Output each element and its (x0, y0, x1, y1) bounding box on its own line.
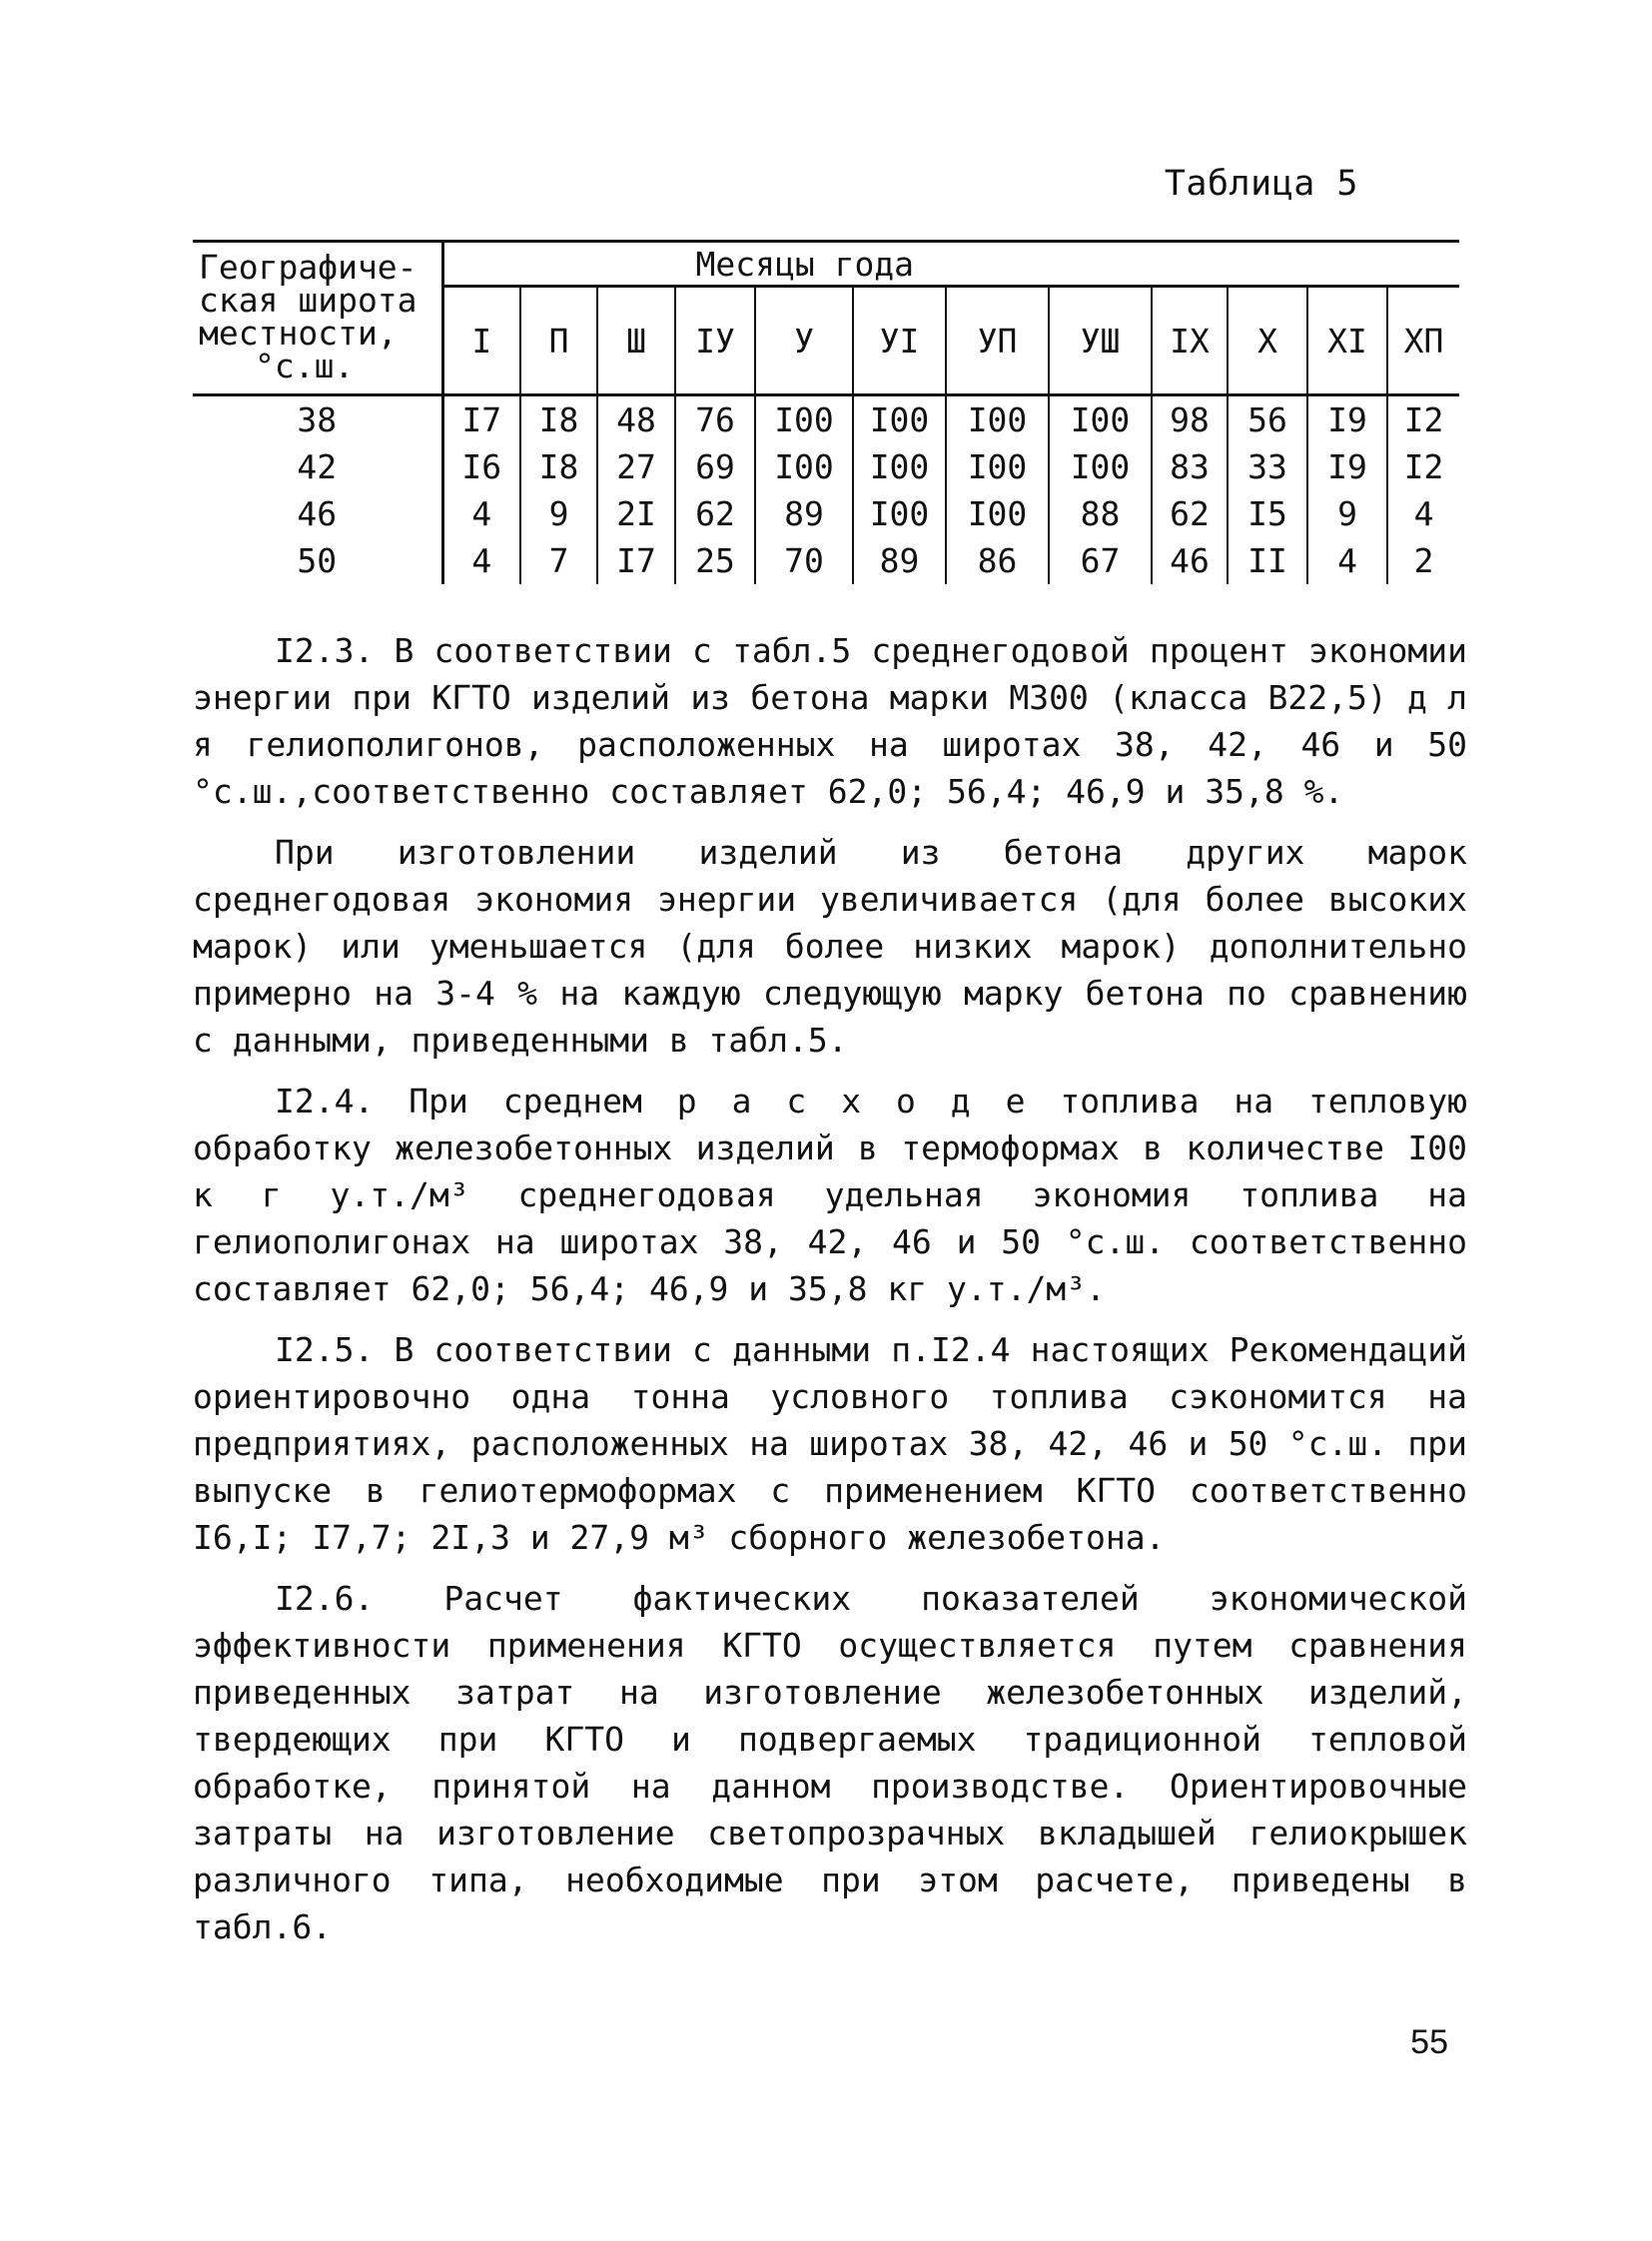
month-header: У (755, 287, 853, 395)
paragraph-12-3-continued: При изготовлении изделий из бетона других марок среднегодовая экономия энергии увеличивается (для более высоких марок) или уменьшается (для более низких марок) дополнительно примерно на 3-4 % на каждую следующую марку бетона по сравнению с данными, приведенными в табл.5. (193, 833, 1467, 1060)
latitude-header-line: °с.ш. (255, 347, 355, 385)
value-cell: 2 (1413, 541, 1434, 580)
paragraph-12-4: I2.4. При среднем р а с х о д е топлива на тепловую обработку железобетонных изделий в термоформах в количестве I00 к г у.т./м³ среднегодовая удельная экономия топлива на гелиополигонах на широтах 38, 42, 46 и 50 °с.ш. соответственно составляет 62,0; 56,4; 46,9 и 35,8 кг у.т./м³. (193, 1082, 1467, 1308)
value-cell: I00 (853, 395, 946, 444)
latitude-cell: 46 (193, 490, 442, 537)
latitude-cell: 38 (193, 395, 442, 444)
body-text (193, 627, 1467, 1964)
value-cell: 70 (755, 537, 853, 584)
value-cell: 67 (1049, 537, 1152, 584)
value-cell: 69 (675, 443, 755, 490)
value-cell: 25 (675, 537, 755, 584)
table-row (193, 490, 1459, 537)
month-header: УI (853, 287, 946, 395)
value-cell: I2 (1403, 400, 1444, 439)
value-cell: 62 (1152, 490, 1228, 537)
latitude-cell: 42 (193, 443, 442, 490)
value-cell: I00 (755, 443, 853, 490)
value-cell: I5 (1228, 490, 1307, 537)
table-row (193, 395, 1459, 444)
month-header: IУ (675, 287, 755, 395)
value-cell: I00 (853, 490, 946, 537)
value-cell: 62 (675, 490, 755, 537)
table-row (193, 537, 1459, 584)
value-cell: 98 (1152, 395, 1228, 444)
month-header: IX (1152, 287, 1228, 395)
value-cell: I6 (442, 443, 520, 490)
value-cell: I8 (520, 443, 597, 490)
value-cell: 46 (1152, 537, 1228, 584)
value-cell: 9 (1307, 490, 1387, 537)
value-cell: 89 (755, 490, 853, 537)
latitude-header (193, 242, 442, 395)
month-header: X (1228, 287, 1307, 395)
month-header: УШ (1049, 287, 1152, 395)
table-caption: Таблица 5 (1164, 164, 1358, 204)
paragraph-12-5: I2.5. В соответствии с данными п.I2.4 настоящих Рекомендаций ориентировочно одна тонна условного топлива сэкономится на предприятиях, расположенных на широтах 38, 42, 46 и 50 °с.ш. при выпуске в гелиотермоформах с применением КГТО соответственно I6,I; I7,7; 2I,3 и 27,9 м³ сборного железобетона. (193, 1330, 1467, 1557)
value-cell: 56 (1228, 395, 1307, 444)
value-cell: II (1228, 537, 1307, 584)
value-cell: 4 (442, 537, 520, 584)
value-cell: 2I (597, 490, 675, 537)
value-cell: 48 (597, 395, 675, 444)
latitude-header-line: ская широта (199, 281, 417, 320)
value-cell: 9 (520, 490, 597, 537)
value-cell: 4 (1413, 494, 1434, 533)
value-cell: 7 (520, 537, 597, 584)
latitude-cell: 50 (193, 537, 442, 584)
value-cell: 76 (675, 395, 755, 444)
latitude-month-table (193, 240, 1459, 584)
value-cell: I9 (1307, 443, 1387, 490)
table-row (193, 443, 1459, 490)
value-cell: I00 (853, 443, 946, 490)
value-cell: I00 (946, 490, 1049, 537)
value-cell: 86 (946, 537, 1049, 584)
month-header: Ш (597, 287, 675, 395)
value-cell: I9 (1307, 395, 1387, 444)
value-cell: I00 (946, 395, 1049, 444)
value-cell: 83 (1152, 443, 1228, 490)
value-cell: I00 (1049, 443, 1152, 490)
month-header: XI (1307, 287, 1387, 395)
month-header: I (442, 287, 520, 395)
value-cell: 89 (853, 537, 946, 584)
value-cell: I8 (520, 395, 597, 444)
page-number: 55 (1410, 2023, 1448, 2061)
value-cell: 4 (1307, 537, 1387, 584)
value-cell: I2 (1403, 447, 1444, 486)
value-cell: 4 (442, 490, 520, 537)
paragraph-12-3: I2.3. В соответствии с табл.5 среднегодовой процент экономии энергии при КГТО изделий из бетона марки М300 (класса В22,5) д л я гелиополигонов, расположенных на широтах 38, 42, 46 и 50 °с.ш.,соответственно составляет 62,0; 56,4; 46,9 и 35,8 %. (193, 631, 1467, 811)
month-header: П (520, 287, 597, 395)
value-cell: I00 (755, 395, 853, 444)
value-cell: I7 (442, 395, 520, 444)
paragraph-12-6: I2.6. Расчет фактических показателей экономической эффективности применения КГТО осуществляется путем сравнения приведенных затрат на изготовление железобетонных изделий, твердеющих при КГТО и подвергаемых традиционной тепловой обработке, принятой на данном производстве. Ориентировочные затраты на изготовление светопрозрачных вкладышей гелиокрышек различного типа, необходимые при этом расчете, приведены в табл.6. (193, 1579, 1467, 1946)
month-header: XП (1387, 287, 1459, 395)
value-cell: I00 (1049, 395, 1152, 444)
months-header: Месяцы года (442, 242, 1459, 287)
latitude-header-line: местности, (199, 314, 398, 353)
value-cell: 33 (1228, 443, 1307, 490)
value-cell: I00 (946, 443, 1049, 490)
latitude-header-line: Географиче- (199, 248, 417, 287)
value-cell: 88 (1049, 490, 1152, 537)
value-cell: I7 (597, 537, 675, 584)
month-header: УП (946, 287, 1049, 395)
value-cell: 27 (597, 443, 675, 490)
